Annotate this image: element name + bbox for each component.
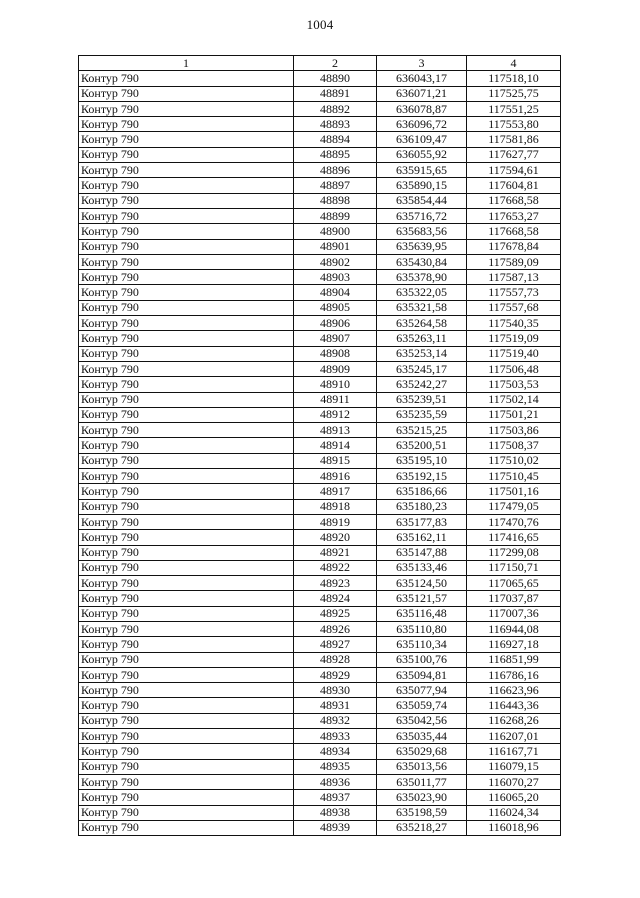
contour-name-cell: Контур 790 (79, 591, 294, 606)
y-coordinate-cell: 117604,81 (467, 178, 561, 193)
point-number-cell: 48896 (294, 163, 377, 178)
point-number-cell: 48933 (294, 729, 377, 744)
y-coordinate-cell: 116065,20 (467, 790, 561, 805)
table-row (79, 698, 561, 713)
contour-name-cell: Контур 790 (79, 117, 294, 132)
contour-name-cell: Контур 790 (79, 576, 294, 591)
x-coordinate-cell: 635683,56 (377, 224, 467, 239)
y-coordinate-cell: 117502,14 (467, 392, 561, 407)
contour-name-cell: Контур 790 (79, 729, 294, 744)
point-number-cell: 48905 (294, 300, 377, 315)
y-coordinate-cell: 117525,75 (467, 86, 561, 101)
contour-name-cell: Контур 790 (79, 469, 294, 484)
y-coordinate-cell: 116018,96 (467, 820, 561, 835)
x-coordinate-cell: 636043,17 (377, 71, 467, 86)
y-coordinate-cell: 117627,77 (467, 147, 561, 162)
contour-name-cell: Контур 790 (79, 270, 294, 285)
table-row (79, 621, 561, 636)
contour-name-cell: Контур 790 (79, 453, 294, 468)
contour-name-cell: Контур 790 (79, 606, 294, 621)
x-coordinate-cell: 635890,15 (377, 178, 467, 193)
contour-name-cell: Контур 790 (79, 713, 294, 728)
y-coordinate-cell: 117518,10 (467, 71, 561, 86)
x-coordinate-cell: 635239,51 (377, 392, 467, 407)
y-coordinate-cell: 116079,15 (467, 759, 561, 774)
table-row (79, 224, 561, 239)
table-row (79, 499, 561, 514)
point-number-cell: 48909 (294, 361, 377, 376)
x-coordinate-cell: 635321,58 (377, 300, 467, 315)
y-coordinate-cell: 117501,21 (467, 407, 561, 422)
coordinates-table (78, 55, 561, 836)
point-number-cell: 48914 (294, 438, 377, 453)
contour-name-cell: Контур 790 (79, 423, 294, 438)
y-coordinate-cell: 116786,16 (467, 667, 561, 682)
x-coordinate-cell: 635133,46 (377, 560, 467, 575)
y-coordinate-cell: 116944,08 (467, 621, 561, 636)
point-number-cell: 48895 (294, 147, 377, 162)
x-coordinate-cell: 635121,57 (377, 591, 467, 606)
x-coordinate-cell: 635430,84 (377, 254, 467, 269)
y-coordinate-cell: 116443,36 (467, 698, 561, 713)
table-row (79, 71, 561, 86)
column-header-3: 3 (377, 56, 467, 71)
table-header-row (79, 56, 561, 71)
point-number-cell: 48897 (294, 178, 377, 193)
y-coordinate-cell: 117506,48 (467, 361, 561, 376)
x-coordinate-cell: 635218,27 (377, 820, 467, 835)
table-row (79, 805, 561, 820)
table-row (79, 132, 561, 147)
y-coordinate-cell: 116207,01 (467, 729, 561, 744)
x-coordinate-cell: 635162,11 (377, 530, 467, 545)
y-coordinate-cell: 116070,27 (467, 774, 561, 789)
x-coordinate-cell: 635180,23 (377, 499, 467, 514)
point-number-cell: 48927 (294, 637, 377, 652)
table-row (79, 438, 561, 453)
y-coordinate-cell: 117557,68 (467, 300, 561, 315)
table-row (79, 316, 561, 331)
contour-name-cell: Контур 790 (79, 193, 294, 208)
table-row (79, 254, 561, 269)
x-coordinate-cell: 636096,72 (377, 117, 467, 132)
contour-name-cell: Контур 790 (79, 484, 294, 499)
table-row (79, 423, 561, 438)
table-row (79, 484, 561, 499)
column-header-1: 1 (79, 56, 294, 71)
y-coordinate-cell: 117594,61 (467, 163, 561, 178)
y-coordinate-cell: 117416,65 (467, 530, 561, 545)
point-number-cell: 48934 (294, 744, 377, 759)
point-number-cell: 48920 (294, 530, 377, 545)
y-coordinate-cell: 117668,58 (467, 224, 561, 239)
contour-name-cell: Контур 790 (79, 101, 294, 116)
table-row (79, 300, 561, 315)
table-row (79, 208, 561, 223)
point-number-cell: 48932 (294, 713, 377, 728)
contour-name-cell: Контур 790 (79, 361, 294, 376)
y-coordinate-cell: 117501,16 (467, 484, 561, 499)
x-coordinate-cell: 635322,05 (377, 285, 467, 300)
contour-name-cell: Контур 790 (79, 71, 294, 86)
table-row (79, 377, 561, 392)
contour-name-cell: Контур 790 (79, 346, 294, 361)
x-coordinate-cell: 635235,59 (377, 407, 467, 422)
table-row (79, 163, 561, 178)
point-number-cell: 48900 (294, 224, 377, 239)
point-number-cell: 48939 (294, 820, 377, 835)
table-row (79, 652, 561, 667)
point-number-cell: 48936 (294, 774, 377, 789)
x-coordinate-cell: 635011,77 (377, 774, 467, 789)
contour-name-cell: Контур 790 (79, 637, 294, 652)
contour-name-cell: Контур 790 (79, 331, 294, 346)
point-number-cell: 48901 (294, 239, 377, 254)
y-coordinate-cell: 117065,65 (467, 576, 561, 591)
table-row (79, 744, 561, 759)
y-coordinate-cell: 117150,71 (467, 560, 561, 575)
table-row (79, 193, 561, 208)
x-coordinate-cell: 635378,90 (377, 270, 467, 285)
point-number-cell: 48916 (294, 469, 377, 484)
x-coordinate-cell: 635124,50 (377, 576, 467, 591)
point-number-cell: 48903 (294, 270, 377, 285)
table-row (79, 239, 561, 254)
point-number-cell: 48899 (294, 208, 377, 223)
x-coordinate-cell: 635198,59 (377, 805, 467, 820)
x-coordinate-cell: 635200,51 (377, 438, 467, 453)
x-coordinate-cell: 635042,56 (377, 713, 467, 728)
point-number-cell: 48891 (294, 86, 377, 101)
contour-name-cell: Контур 790 (79, 208, 294, 223)
contour-name-cell: Контур 790 (79, 683, 294, 698)
x-coordinate-cell: 635077,94 (377, 683, 467, 698)
table-row (79, 346, 561, 361)
table-row (79, 101, 561, 116)
table-row (79, 407, 561, 422)
x-coordinate-cell: 635215,25 (377, 423, 467, 438)
point-number-cell: 48906 (294, 316, 377, 331)
table-row (79, 576, 561, 591)
y-coordinate-cell: 117519,40 (467, 346, 561, 361)
point-number-cell: 48902 (294, 254, 377, 269)
contour-name-cell: Контур 790 (79, 621, 294, 636)
point-number-cell: 48928 (294, 652, 377, 667)
y-coordinate-cell: 117510,02 (467, 453, 561, 468)
point-number-cell: 48925 (294, 606, 377, 621)
point-number-cell: 48937 (294, 790, 377, 805)
x-coordinate-cell: 635242,27 (377, 377, 467, 392)
contour-name-cell: Контур 790 (79, 545, 294, 560)
contour-name-cell: Контур 790 (79, 132, 294, 147)
point-number-cell: 48912 (294, 407, 377, 422)
x-coordinate-cell: 635110,80 (377, 621, 467, 636)
table-body (79, 71, 561, 836)
point-number-cell: 48907 (294, 331, 377, 346)
y-coordinate-cell: 117503,86 (467, 423, 561, 438)
x-coordinate-cell: 635023,90 (377, 790, 467, 805)
column-header-2: 2 (294, 56, 377, 71)
table-row (79, 530, 561, 545)
point-number-cell: 48931 (294, 698, 377, 713)
y-coordinate-cell: 117007,36 (467, 606, 561, 621)
point-number-cell: 48910 (294, 377, 377, 392)
point-number-cell: 48911 (294, 392, 377, 407)
table-row (79, 117, 561, 132)
point-number-cell: 48924 (294, 591, 377, 606)
contour-name-cell: Контур 790 (79, 667, 294, 682)
x-coordinate-cell: 635639,95 (377, 239, 467, 254)
point-number-cell: 48926 (294, 621, 377, 636)
x-coordinate-cell: 635192,15 (377, 469, 467, 484)
contour-name-cell: Контур 790 (79, 178, 294, 193)
contour-name-cell: Контур 790 (79, 759, 294, 774)
point-number-cell: 48894 (294, 132, 377, 147)
point-number-cell: 48918 (294, 499, 377, 514)
x-coordinate-cell: 635100,76 (377, 652, 467, 667)
table-row (79, 560, 561, 575)
contour-name-cell: Контур 790 (79, 239, 294, 254)
table-row (79, 361, 561, 376)
contour-name-cell: Контур 790 (79, 774, 294, 789)
table-row (79, 545, 561, 560)
y-coordinate-cell: 116927,18 (467, 637, 561, 652)
y-coordinate-cell: 117519,09 (467, 331, 561, 346)
table-row (79, 606, 561, 621)
point-number-cell: 48913 (294, 423, 377, 438)
table-row (79, 713, 561, 728)
x-coordinate-cell: 636055,92 (377, 147, 467, 162)
x-coordinate-cell: 635195,10 (377, 453, 467, 468)
y-coordinate-cell: 117508,37 (467, 438, 561, 453)
y-coordinate-cell: 117540,35 (467, 316, 561, 331)
x-coordinate-cell: 636109,47 (377, 132, 467, 147)
x-coordinate-cell: 635854,44 (377, 193, 467, 208)
x-coordinate-cell: 635186,66 (377, 484, 467, 499)
x-coordinate-cell: 635035,44 (377, 729, 467, 744)
y-coordinate-cell: 117653,27 (467, 208, 561, 223)
point-number-cell: 48892 (294, 101, 377, 116)
table-row (79, 774, 561, 789)
point-number-cell: 48919 (294, 514, 377, 529)
y-coordinate-cell: 117553,80 (467, 117, 561, 132)
x-coordinate-cell: 635147,88 (377, 545, 467, 560)
table-row (79, 270, 561, 285)
contour-name-cell: Контур 790 (79, 224, 294, 239)
table-row (79, 86, 561, 101)
table-row (79, 469, 561, 484)
table-row (79, 147, 561, 162)
y-coordinate-cell: 117668,58 (467, 193, 561, 208)
x-coordinate-cell: 636071,21 (377, 86, 467, 101)
table-row (79, 591, 561, 606)
y-coordinate-cell: 116851,99 (467, 652, 561, 667)
contour-name-cell: Контур 790 (79, 285, 294, 300)
y-coordinate-cell: 116024,34 (467, 805, 561, 820)
y-coordinate-cell: 117470,76 (467, 514, 561, 529)
contour-name-cell: Контур 790 (79, 300, 294, 315)
y-coordinate-cell: 117557,73 (467, 285, 561, 300)
column-header-4: 4 (467, 56, 561, 71)
table-row (79, 285, 561, 300)
table-row (79, 514, 561, 529)
x-coordinate-cell: 635094,81 (377, 667, 467, 682)
table-row (79, 820, 561, 835)
y-coordinate-cell: 117479,05 (467, 499, 561, 514)
point-number-cell: 48904 (294, 285, 377, 300)
table-row (79, 683, 561, 698)
x-coordinate-cell: 635716,72 (377, 208, 467, 223)
point-number-cell: 48929 (294, 667, 377, 682)
contour-name-cell: Контур 790 (79, 438, 294, 453)
point-number-cell: 48893 (294, 117, 377, 132)
table-row (79, 453, 561, 468)
y-coordinate-cell: 117551,25 (467, 101, 561, 116)
y-coordinate-cell: 116268,26 (467, 713, 561, 728)
y-coordinate-cell: 116167,71 (467, 744, 561, 759)
table-row (79, 178, 561, 193)
contour-name-cell: Контур 790 (79, 744, 294, 759)
contour-name-cell: Контур 790 (79, 86, 294, 101)
x-coordinate-cell: 635177,83 (377, 514, 467, 529)
x-coordinate-cell: 635116,48 (377, 606, 467, 621)
point-number-cell: 48922 (294, 560, 377, 575)
x-coordinate-cell: 635029,68 (377, 744, 467, 759)
y-coordinate-cell: 117299,08 (467, 545, 561, 560)
point-number-cell: 48930 (294, 683, 377, 698)
point-number-cell: 48923 (294, 576, 377, 591)
contour-name-cell: Контур 790 (79, 698, 294, 713)
x-coordinate-cell: 635253,14 (377, 346, 467, 361)
contour-name-cell: Контур 790 (79, 499, 294, 514)
x-coordinate-cell: 635915,65 (377, 163, 467, 178)
x-coordinate-cell: 635110,34 (377, 637, 467, 652)
point-number-cell: 48898 (294, 193, 377, 208)
point-number-cell: 48935 (294, 759, 377, 774)
table-row (79, 667, 561, 682)
table-row (79, 637, 561, 652)
y-coordinate-cell: 117587,13 (467, 270, 561, 285)
y-coordinate-cell: 117678,84 (467, 239, 561, 254)
x-coordinate-cell: 636078,87 (377, 101, 467, 116)
x-coordinate-cell: 635264,58 (377, 316, 467, 331)
table-row (79, 331, 561, 346)
y-coordinate-cell: 117037,87 (467, 591, 561, 606)
contour-name-cell: Контур 790 (79, 790, 294, 805)
y-coordinate-cell: 117510,45 (467, 469, 561, 484)
table-row (79, 790, 561, 805)
x-coordinate-cell: 635263,11 (377, 331, 467, 346)
x-coordinate-cell: 635245,17 (377, 361, 467, 376)
contour-name-cell: Контур 790 (79, 820, 294, 835)
page-number: 1004 (306, 17, 334, 32)
point-number-cell: 48908 (294, 346, 377, 361)
contour-name-cell: Контур 790 (79, 316, 294, 331)
y-coordinate-cell: 117589,09 (467, 254, 561, 269)
contour-name-cell: Контур 790 (79, 805, 294, 820)
point-number-cell: 48915 (294, 453, 377, 468)
point-number-cell: 48938 (294, 805, 377, 820)
point-number-cell: 48917 (294, 484, 377, 499)
y-coordinate-cell: 116623,96 (467, 683, 561, 698)
contour-name-cell: Контур 790 (79, 514, 294, 529)
contour-name-cell: Контур 790 (79, 377, 294, 392)
contour-name-cell: Контур 790 (79, 392, 294, 407)
point-number-cell: 48921 (294, 545, 377, 560)
contour-name-cell: Контур 790 (79, 407, 294, 422)
point-number-cell: 48890 (294, 71, 377, 86)
x-coordinate-cell: 635059,74 (377, 698, 467, 713)
y-coordinate-cell: 117503,53 (467, 377, 561, 392)
table-row (79, 759, 561, 774)
y-coordinate-cell: 117581,86 (467, 132, 561, 147)
contour-name-cell: Контур 790 (79, 560, 294, 575)
contour-name-cell: Контур 790 (79, 254, 294, 269)
contour-name-cell: Контур 790 (79, 147, 294, 162)
x-coordinate-cell: 635013,56 (377, 759, 467, 774)
contour-name-cell: Контур 790 (79, 652, 294, 667)
contour-name-cell: Контур 790 (79, 163, 294, 178)
table-row (79, 392, 561, 407)
table-row (79, 729, 561, 744)
contour-name-cell: Контур 790 (79, 530, 294, 545)
